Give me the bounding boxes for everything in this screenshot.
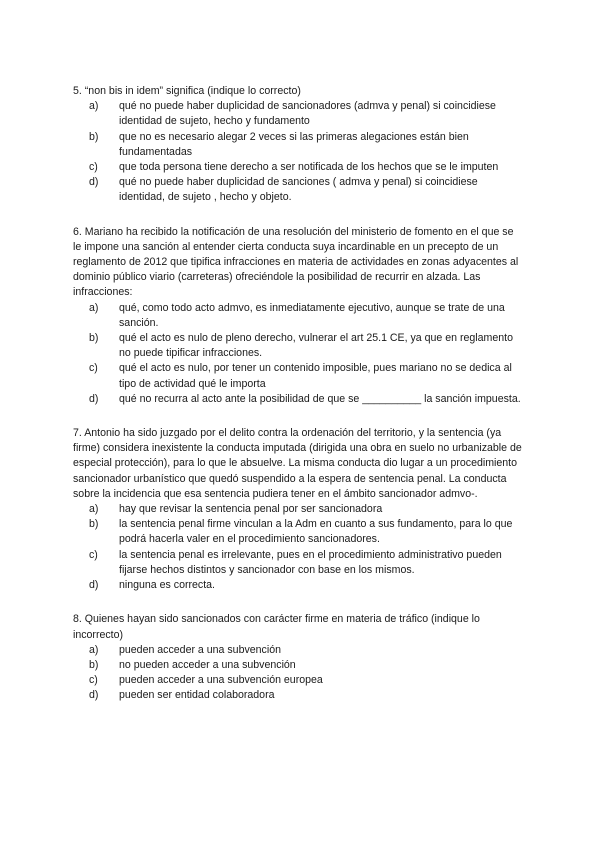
option-text: pueden acceder a una subvención	[119, 643, 281, 656]
option-b	[73, 517, 522, 547]
option-letter: c)	[89, 548, 98, 561]
option-d	[73, 578, 522, 593]
option-d	[73, 688, 522, 703]
option-letter: b)	[89, 518, 99, 531]
question-stem: 8. Quienes hayan sido sancionados con carácter firme en materia de tráfico (indique lo incorrecto)	[73, 613, 480, 641]
option-d	[73, 175, 522, 205]
option-a	[73, 99, 522, 129]
option-a	[73, 502, 522, 517]
question-5	[73, 84, 522, 206]
option-letter: c)	[89, 161, 98, 174]
option-text: qué el acto es nulo, por tener un contenido imposible, pues mariano no se dedica al tipo de actividad qué le importa	[119, 362, 512, 390]
option-text: que toda persona tiene derecho a ser notificada de los hechos que se le imputen	[119, 161, 499, 174]
option-text: no pueden acceder a una subvención	[119, 658, 296, 671]
option-letter: b)	[89, 332, 99, 345]
question-8	[73, 612, 522, 703]
option-text: que no es necesario alegar 2 veces si las primeras alegaciones están bien fundamentadas	[119, 130, 469, 158]
option-letter: d)	[89, 392, 99, 405]
option-text: la sentencia penal firme vinculan a la Adm en cuanto a sus fundamento, para lo que podrá hacerla valer en el procedimiento sancionadores.	[119, 518, 513, 546]
option-letter: c)	[89, 674, 98, 687]
option-text: la sentencia penal es irrelevante, pues en el procedimiento administrativo pueden fijarse hechos distintos y sancionador con base en los mismos.	[119, 548, 502, 576]
option-d	[73, 392, 522, 407]
option-c	[73, 361, 522, 391]
option-a	[73, 301, 522, 331]
option-text: qué no recurra al acto ante la posibilidad de que se __________ la sanción impuesta.	[119, 392, 521, 405]
option-text: qué no puede haber duplicidad de sanciones ( admva y penal) si coincidiese identidad, de sujeto , hecho y objeto.	[119, 176, 478, 204]
option-letter: d)	[89, 579, 99, 592]
option-c	[73, 548, 522, 578]
option-text: qué el acto es nulo de pleno derecho, vulnerar el art 25.1 CE, ya que en reglamento no puede tipificar infracciones.	[119, 332, 513, 360]
question-stem: 6. Mariano ha recibido la notificación de una resolución del ministerio de fomento en el que se le impone una sanción al entender cierta conducta suya incardinable en un precepto de un reglamento de 2012 que tipifica infracciones en materia de actividades en zonas adyacentes al dominio público viario (carreteras) ofreciéndole la posibilidad de recurrir en alzada. Las infracciones:	[73, 225, 519, 299]
question-stem: 5. “non bis in idem” significa (indique lo correcto)	[73, 85, 301, 97]
answer-options	[73, 502, 522, 593]
option-letter: d)	[89, 689, 99, 702]
question-6	[73, 225, 522, 407]
option-letter: d)	[89, 176, 99, 189]
question-7	[73, 426, 522, 593]
option-text: ninguna es correcta.	[119, 579, 215, 592]
option-text: hay que revisar la sentencia penal por ser sancionadora	[119, 503, 383, 516]
option-c	[73, 160, 522, 175]
option-text: pueden ser entidad colaboradora	[119, 689, 275, 702]
answer-options	[73, 301, 522, 407]
option-letter: a)	[89, 503, 99, 516]
question-stem: 7. Antonio ha sido juzgado por el delito contra la ordenación del territorio, y la sentencia (ya firme) considera inexistente la conducta imputada (dirigida una obra en suelo no urbanizable de especial protección), para lo que le absuelve. La misma conducta dio lugar a un procedimiento sancionador urbanístico que quedó suspendido a la espera de sentencia penal. La conducta sobre la incidencia que esa sentencia pudiera tener en el ámbito sancionador admvo-.	[73, 427, 522, 500]
option-letter: c)	[89, 362, 98, 375]
option-text: qué, como todo acto admvo, es inmediatamente ejecutivo, aunque se trate de una sanción.	[119, 301, 505, 329]
option-b	[73, 658, 522, 673]
option-letter: a)	[89, 643, 99, 656]
option-a	[73, 643, 522, 658]
option-letter: b)	[89, 658, 99, 671]
option-letter: a)	[89, 100, 99, 113]
answer-options	[73, 643, 522, 704]
option-letter: a)	[89, 301, 99, 314]
option-b	[73, 130, 522, 160]
answer-options	[73, 99, 522, 205]
option-c	[73, 673, 522, 688]
option-text: pueden acceder a una subvención europea	[119, 674, 323, 687]
option-b	[73, 331, 522, 361]
option-letter: b)	[89, 130, 99, 143]
option-text: qué no puede haber duplicidad de sancionadores (admva y penal) si coincidiese identidad de sujeto, hecho y fundamento	[119, 100, 496, 128]
